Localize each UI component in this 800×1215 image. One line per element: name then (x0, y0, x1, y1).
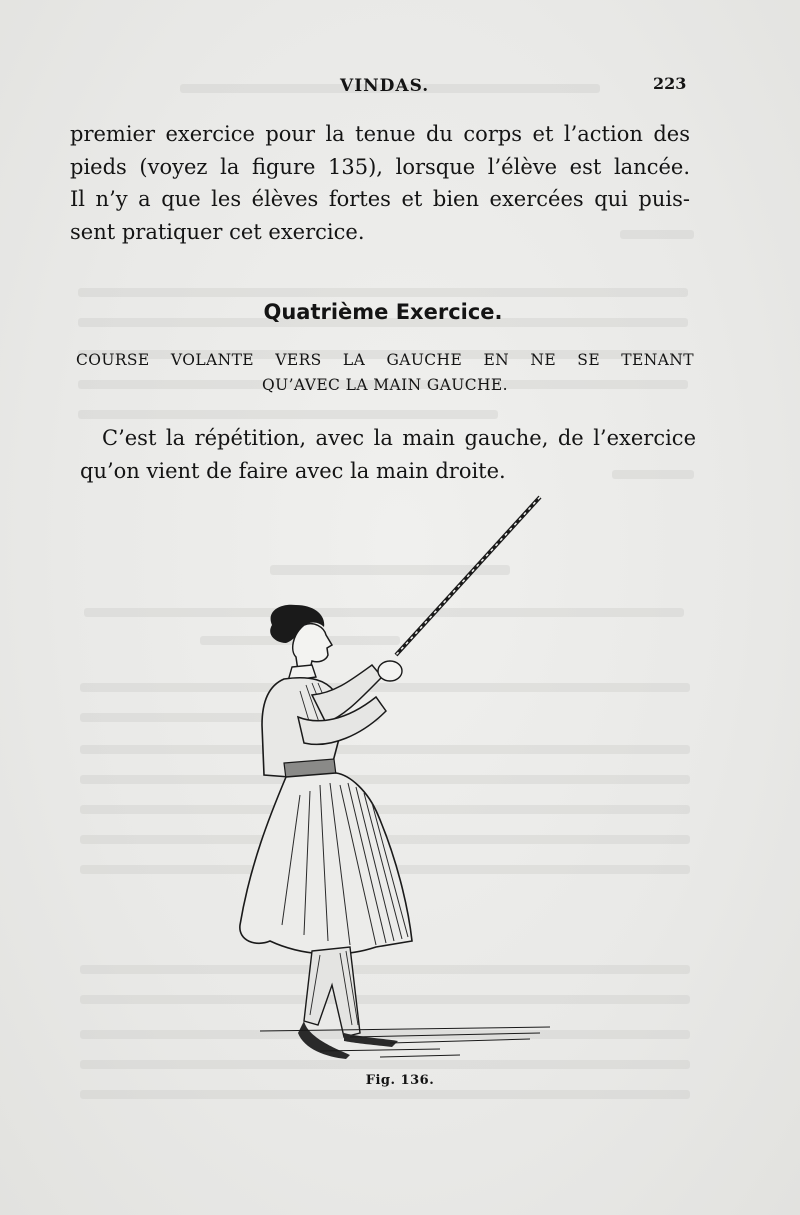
text-line: sent pratiquer cet exercice. (70, 219, 365, 244)
hands (378, 661, 402, 681)
engraving-woman-with-rope (200, 485, 580, 1065)
skirt (240, 773, 412, 954)
subheading-line: QU’AVEC LA MAIN GAUCHE. (262, 376, 508, 394)
text-line: qu’on vient de faire avec la main droite. (80, 458, 506, 483)
text-line: premier exercice pour la tenue du corps et l’action des (70, 122, 690, 146)
head (293, 624, 332, 671)
text-line: Il n’y a que les élèves fortes et bien exercées qui puis- (70, 187, 690, 211)
figure-caption: Fig. 136. (365, 1073, 435, 1088)
paragraph-continued (70, 118, 690, 248)
paragraph-exercise-description (80, 422, 696, 487)
section-subheading (76, 348, 694, 398)
section-title: Quatrième Exercice. (263, 300, 503, 324)
subheading-line: COURSE VOLANTE VERS LA GAUCHE EN NE SE TENANT (76, 351, 694, 369)
text-line: pieds (voyez la figure 135), lorsque l’élève est lancée. (70, 154, 690, 179)
page-number: 223 (653, 74, 687, 93)
running-head-title: VINDAS. (340, 76, 430, 96)
rope (396, 497, 540, 655)
foot-right (344, 1033, 398, 1047)
text-line: C’est la répétition, avec la main gauche, de l’exercice (102, 426, 696, 450)
running-head (0, 72, 800, 96)
